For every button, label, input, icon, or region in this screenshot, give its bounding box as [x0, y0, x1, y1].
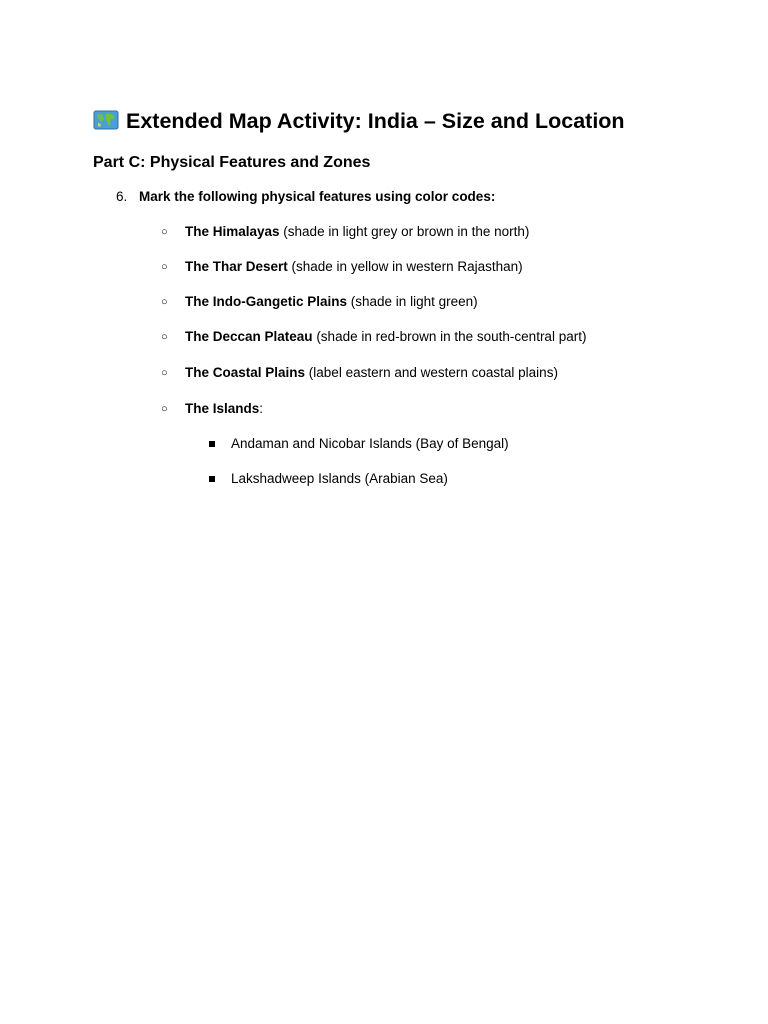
- feature-name: The Indo-Gangetic Plains: [185, 294, 348, 309]
- feature-name: The Thar Desert: [185, 259, 288, 274]
- square-bullet-icon: [209, 441, 215, 447]
- feature-detail: (shade in red-brown in the south-central part): [312, 329, 587, 344]
- question-text: Mark the following physical features using color codes:: [139, 189, 496, 204]
- page-title-text: Extended Map Activity: India – Size and Location: [126, 109, 625, 133]
- circle-bullet-icon: ○: [161, 367, 168, 379]
- feature-name: The Deccan Plateau: [185, 329, 313, 344]
- circle-bullet-icon: ○: [161, 261, 168, 273]
- feature-detail: (shade in light green): [347, 294, 478, 309]
- circle-bullet-icon: ○: [161, 296, 168, 308]
- circle-bullet-icon: ○: [161, 331, 168, 343]
- page-title: [93, 107, 625, 135]
- feature-detail: :: [259, 401, 264, 416]
- feature-name: The Islands: [185, 401, 260, 416]
- feature-detail: (shade in yellow in western Rajasthan): [287, 259, 523, 274]
- question-number: 6.: [116, 189, 128, 204]
- circle-bullet-icon: ○: [161, 403, 168, 415]
- circle-bullet-icon: ○: [161, 226, 168, 238]
- feature-detail: (label eastern and western coastal plains): [305, 365, 558, 380]
- section-heading: Part C: Physical Features and Zones: [93, 154, 371, 171]
- world-map-icon: [93, 109, 119, 131]
- square-bullet-icon: [209, 476, 215, 482]
- feature-detail: (shade in light grey or brown in the north): [279, 224, 530, 239]
- feature-name: The Himalayas: [185, 224, 280, 239]
- feature-name: The Coastal Plains: [185, 365, 306, 380]
- island-name: Andaman and Nicobar Islands (Bay of Bengal): [231, 436, 509, 451]
- island-name: Lakshadweep Islands (Arabian Sea): [231, 471, 448, 486]
